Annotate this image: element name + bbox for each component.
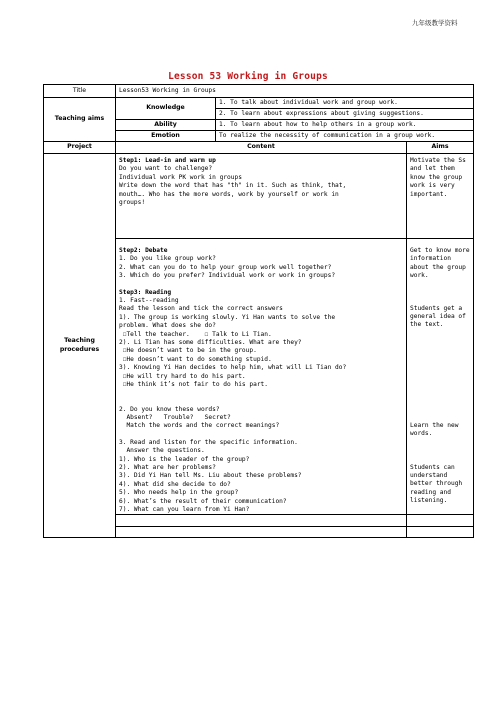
title-value: Lesson53 Working in Groups — [116, 85, 474, 98]
step3-line: ☐Tell the teacher. ☐ Talk to Li Tian. — [119, 330, 272, 338]
part2-aim: Learn the new words. — [410, 421, 459, 438]
part3-line: Answer the questions. — [119, 447, 205, 455]
step1-line: Do you want to challenge? — [119, 165, 213, 173]
part3-line: 3. Read and listen for the specific information. — [119, 438, 298, 446]
empty-cell — [407, 515, 474, 527]
ability-item: 1. To learn about how to help others in a group work. — [216, 120, 474, 131]
step2-heading: Step2: Debate — [119, 247, 168, 254]
part3-line: 1). Who is the leader of the group? — [119, 455, 250, 463]
col-content: Content — [116, 142, 407, 154]
step1-line: Write down the word that has "th" in it. Such as think, that, — [119, 182, 347, 190]
knowledge-item-1: 1. To talk about individual work and group work. — [216, 98, 474, 109]
header-note: 九年级教学资料 — [412, 19, 458, 27]
step3-line: 3). Knowing Yi Han decides to help him, what will Li Tian do? — [119, 364, 347, 372]
step3-heading: Step3: Reading — [119, 288, 172, 296]
step3-line: 1). The group is working slowly. Yi Han wants to solve the — [119, 313, 336, 321]
step1-heading: Step1: Lead-in and warm up — [119, 157, 216, 164]
lesson-plan-table — [43, 84, 474, 538]
step3-line: Read the lesson and tick the correct answers — [119, 305, 283, 313]
procedures-label-line-2: procedures — [59, 345, 100, 353]
step3-line: 2). Li Tian has some difficulties. What are they? — [119, 339, 302, 347]
part3-line: 3). Did Yi Han tell Ms. Liu about these problems? — [119, 472, 302, 480]
step1-line: groups! — [119, 199, 146, 207]
part3-line: 7). What can you learn from Yi Han? — [119, 505, 250, 513]
emotion-item: To realize the necessity of communication in a group work. — [216, 131, 474, 142]
step3-line: ☐He think it’s not fair to do his part. — [119, 381, 269, 389]
step3-line: ☐He doesn’t want to be in the group. — [119, 347, 257, 355]
part3-line: 4). What did she decide to do? — [119, 480, 231, 488]
title-label: Title — [44, 85, 116, 98]
knowledge-row-1 — [44, 98, 474, 109]
part2-line: 2. Do you know these words? — [119, 405, 220, 413]
step3-line: problem. What does she do? — [119, 322, 216, 330]
part3-aim: Students can understand better through reading and listening. — [410, 463, 463, 505]
step2-line: 3. Which do you prefer? Individual work or work in groups? — [119, 272, 336, 280]
step1-content — [116, 154, 407, 239]
step2-line: 2. What can you do to help your group work well together? — [119, 263, 332, 271]
teaching-aims-label: Teaching aims — [44, 98, 116, 142]
step1-line: mouth…. Who has the more words, work by yourself or work in — [119, 190, 339, 198]
col-project: Project — [44, 142, 116, 154]
lesson-title: Lesson 53 Working in Groups — [168, 71, 328, 82]
procedures-label-line-1: Teaching — [64, 337, 95, 345]
knowledge-item-2: 2. To learn about expressions about giving suggestions. — [216, 109, 474, 120]
empty-cell — [116, 515, 407, 527]
step1-row — [44, 154, 474, 239]
part3-line: 5). Who needs help in the group? — [119, 489, 239, 497]
step2-line: 1. Do you like group work? — [119, 255, 216, 263]
knowledge-label: Knowledge — [116, 98, 216, 120]
step1-line: Individual work PK work in groups — [119, 173, 242, 181]
part3-line: 6). What’s the result of their communication? — [119, 497, 287, 505]
step2-3-content — [116, 239, 407, 515]
part2-line: Absent? Trouble? Secret? — [119, 413, 231, 421]
step1-aim: Motivate the Ss and let them know the group work is very important. — [407, 154, 474, 239]
part3-line: 2). What are her problems? — [119, 463, 216, 471]
step3-line: ☐He doesn’t want to do something stupid. — [119, 355, 272, 363]
title-row — [44, 85, 474, 98]
teaching-procedures-label — [44, 154, 116, 538]
step3-aim: Students get a general idea of the text. — [410, 304, 466, 329]
step2-aim: Get to know more information about the group work. — [410, 247, 470, 280]
col-aims: Aims — [407, 142, 474, 154]
part2-line: Match the words and the correct meanings? — [119, 422, 280, 430]
step3-line: ☐He will try hard to do his part. — [119, 372, 246, 380]
empty-cell — [407, 527, 474, 538]
empty-cell — [116, 527, 407, 538]
step2-3-aims — [407, 239, 474, 515]
ability-label: Ability — [116, 120, 216, 131]
header-row — [44, 142, 474, 154]
step3-line: 1. Fast--reading — [119, 297, 179, 305]
emotion-label: Emotion — [116, 131, 216, 142]
